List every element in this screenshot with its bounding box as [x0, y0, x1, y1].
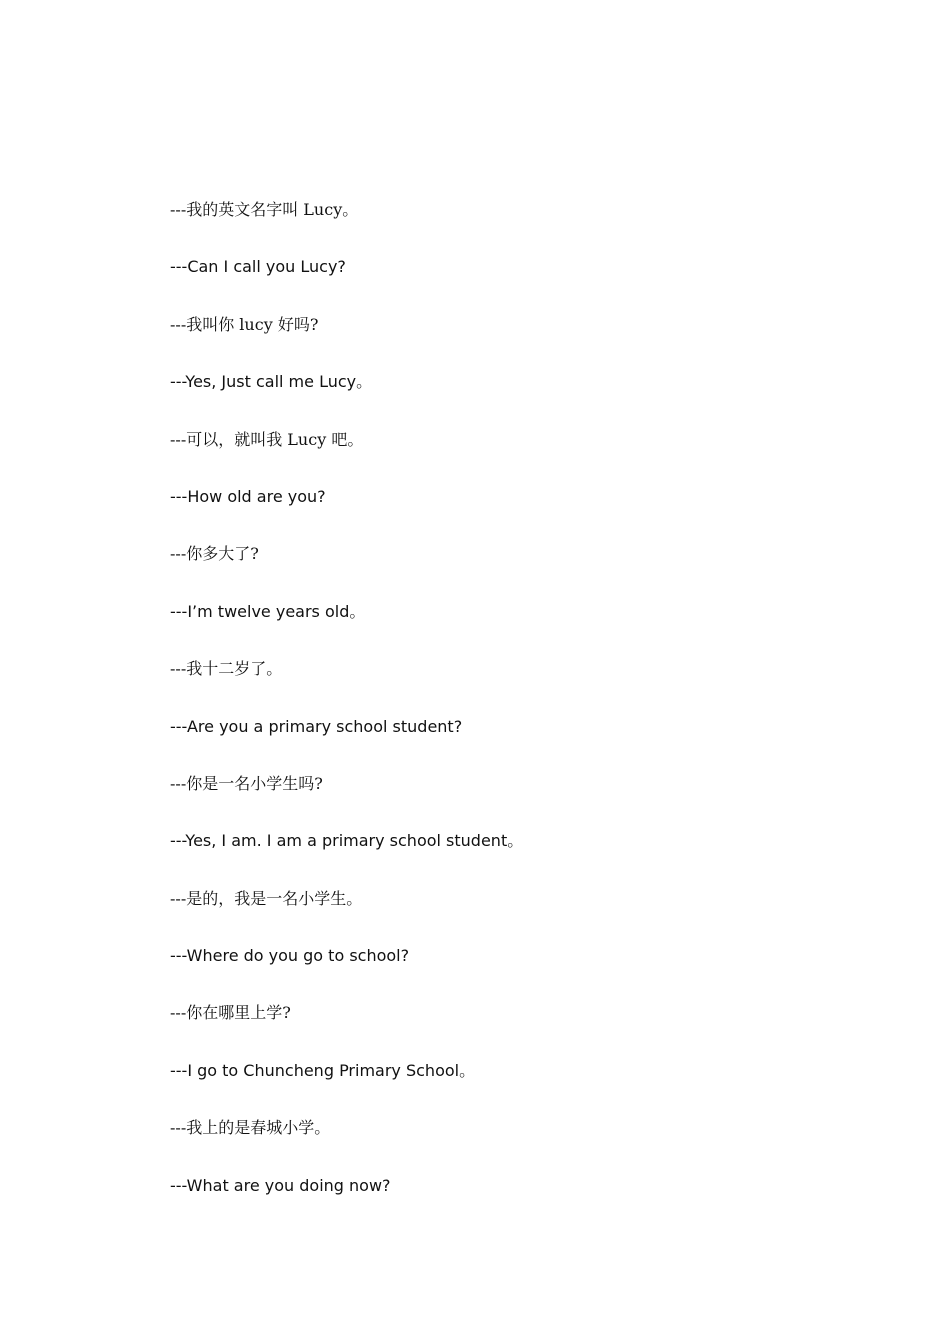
dialogue-lines: [170, 198, 870, 1231]
dialogue-line: ---你多大了?: [170, 544, 259, 564]
dialogue-line: ---What are you doing now?: [170, 1175, 391, 1195]
dialogue-line: ---I’m twelve years old。: [170, 601, 366, 621]
dialogue-line: ---我叫你 lucy 好吗?: [170, 314, 319, 334]
dialogue-line: ---我的英文名字叫 Lucy。: [170, 200, 359, 219]
dialogue-line: ---你是一名小学生吗?: [170, 773, 323, 793]
dialogue-line: ---How old are you?: [170, 486, 326, 506]
dialogue-line: ---我上的是春城小学。: [170, 1118, 331, 1138]
dialogue-line: ---Are you a primary school student?: [170, 716, 463, 736]
dialogue-line: ---Can I call you Lucy?: [170, 257, 346, 277]
dialogue-line: ---Yes, I am. I am a primary school student。: [170, 831, 524, 851]
dialogue-line: ---I go to Chuncheng Primary School。: [170, 1060, 476, 1080]
dialogue-line: ---可以，就叫我 Lucy 吧。: [170, 429, 364, 449]
dialogue-line: ---Where do you go to school?: [170, 946, 410, 966]
dialogue-line: ---Yes, Just call me Lucy。: [170, 372, 373, 392]
dialogue-line: ---是的，我是一名小学生。: [170, 888, 363, 908]
dialogue-line: ---我十二岁了。: [170, 659, 283, 679]
dialogue-line: ---你在哪里上学?: [170, 1003, 291, 1023]
